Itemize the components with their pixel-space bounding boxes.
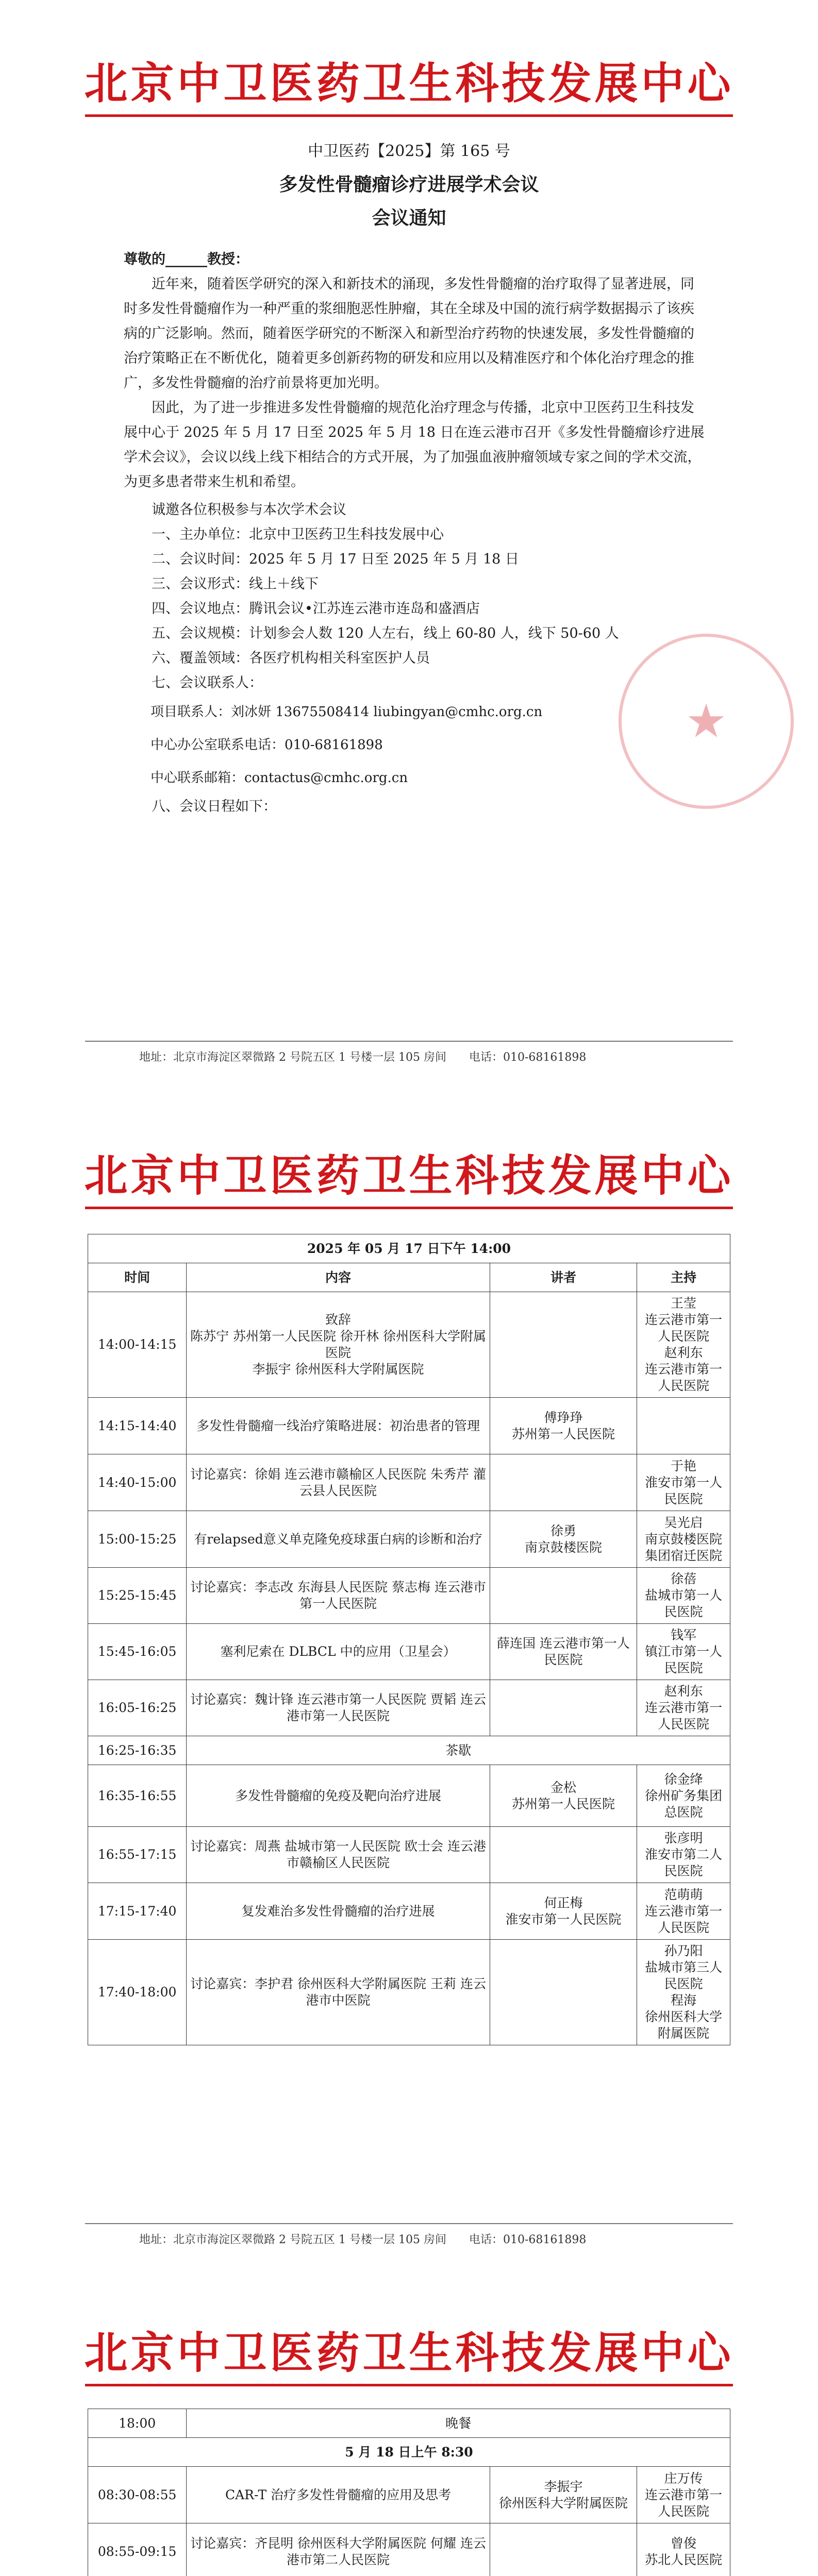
schedule-table-day1 [88, 1234, 730, 2045]
paragraph-2: 因此，为了进一步推进多发性骨髓瘤的规范化治疗理念与传播，北京中卫医药卫生科技发展中心于 2025 年 5 月 17 日至 2025 年 5 月 18 日在连云港市召开《多发性骨髓瘤诊疗进展学术会议》，会议以线上线下相结合的方式开展，为了加强血液肿瘤领域专家之间的学术交流，为更多患者带来生机和希望。 [124, 400, 705, 490]
table-row [88, 1624, 730, 1680]
table-row [88, 2409, 730, 2438]
column-header: 内容 [187, 1263, 490, 1292]
session-time: 08:55-09:15 [88, 2523, 187, 2576]
document-number: 中卫医药【2025】第 165 号 [308, 142, 510, 160]
table-row [88, 1827, 730, 1883]
session-speaker [490, 1827, 637, 1883]
session-time: 15:00-15:25 [88, 1511, 187, 1568]
official-seal-watermark [619, 634, 794, 809]
session-host: 于艳 淮安市第一人民医院 [637, 1454, 730, 1511]
session-host: 徐金绛 徐州矿务集团总医院 [637, 1765, 730, 1827]
session-time: 14:15-14:40 [88, 1398, 187, 1454]
item-contacts: 七、会议联系人： [152, 675, 263, 691]
session-speaker: 徐勇 南京鼓楼医院 [490, 1511, 637, 1568]
office-phone: 中心办公室联系电话：010-68161898 [151, 737, 383, 753]
column-header: 时间 [88, 1263, 187, 1292]
session-speaker: 李振宇 徐州医科大学附属医院 [490, 2467, 637, 2523]
session-host: 张彦明 淮安市第二人民医院 [637, 1827, 730, 1883]
paragraph-1: 近年来，随着医学研究的深入和新技术的涌现，多发性骨髓瘤的治疗取得了显著进展，同时多发性骨髓瘤作为一种严重的浆细胞恶性肿瘤，其在全球及中国的流行病学数据揭示了该疾病的广泛影响。然而，随着医学研究的不断深入和新型治疗药物的快速发展，多发性骨髓瘤的治疗策略正在不断优化，随着更多创新药物的研发和应用以及精准医疗和个体化治疗理念的推广，多发性骨髓瘤的治疗前景将更加光明。 [124, 276, 694, 391]
column-header: 讲者 [490, 1263, 637, 1292]
session-content: 讨论嘉宾：魏计锋 连云港市第一人民医院 贾韬 连云港市第一人民医院 [187, 1680, 490, 1736]
table-row [88, 1568, 730, 1624]
center-email: 中心联系邮箱：contactus@cmhc.org.cn [151, 770, 408, 786]
table-row [88, 2467, 730, 2523]
session-content: CAR-T 治疗多发性骨髓瘤的应用及思考 [187, 2467, 490, 2523]
session-host: 徐蓓 盐城市第一人民医院 [637, 1568, 730, 1624]
letterhead-rule [85, 114, 733, 117]
dinner-label: 晚餐 [187, 2409, 730, 2438]
table-row [88, 1398, 730, 1454]
session-content: 多发性骨髓瘤一线治疗策略进展：初治患者的管理 [187, 1398, 490, 1454]
table-row [88, 2438, 730, 2467]
table-row [88, 2523, 730, 2576]
session-speaker: 金松 苏州第一人民医院 [490, 1765, 637, 1827]
session-speaker: 薛连国 连云港市第一人民医院 [490, 1624, 637, 1680]
item-organizer: 一、主办单位：北京中卫医药卫生科技发展中心 [152, 527, 444, 543]
session-speaker: 傅琤琤 苏州第一人民医院 [490, 1398, 637, 1454]
invite-line: 诚邀各位积极参与本次学术会议 [152, 502, 346, 518]
date-banner: 2025 年 05 月 17 日下午 14:00 [88, 1234, 730, 1263]
table-row [88, 1940, 730, 2045]
item-coverage: 六、覆盖领域：各医疗机构相关科室医护人员 [152, 650, 430, 666]
session-host: 赵利东 连云港市第一人民医院 [637, 1680, 730, 1736]
notice-body [124, 247, 706, 819]
item-location: 四、会议地点：腾讯会议•江苏连云港市连岛和盛酒店 [152, 601, 480, 617]
break-label: 茶歇 [187, 1736, 730, 1765]
session-time: 16:05-16:25 [88, 1680, 187, 1736]
session-time: 15:45-16:05 [88, 1624, 187, 1680]
session-content: 复发难治多发性骨髓瘤的治疗进展 [187, 1883, 490, 1940]
footer-rule [85, 1041, 733, 1042]
session-content: 讨论嘉宾：齐昆明 徐州医科大学附属医院 何耀 连云港市第二人民医院 [187, 2523, 490, 2576]
page-1 [0, 0, 818, 1087]
table-row [88, 1511, 730, 1568]
session-host: 王莹 连云港市第一人民医院 赵利东 连云港市第一人民医院 [637, 1292, 730, 1398]
column-header: 主持 [637, 1263, 730, 1292]
session-content: 讨论嘉宾：徐娟 连云港市赣榆区人民医院 朱秀芹 灌云县人民医院 [187, 1454, 490, 1511]
project-contact: 项目联系人：刘冰妍 13675508414 liubingyan@cmhc.org.cn [151, 704, 543, 720]
table-row [88, 1883, 730, 1940]
letterhead-rule [85, 2384, 733, 2386]
item-agenda: 八、会议日程如下： [152, 799, 277, 815]
session-host: 范萌萌 连云港市第一人民医院 [637, 1883, 730, 1940]
letterhead-title: 北京中卫医药卫生科技发展中心 [84, 2327, 734, 2378]
table-row [88, 1680, 730, 1736]
session-content: 讨论嘉宾：李志改 东海县人民医院 蔡志梅 连云港市第一人民医院 [187, 1568, 490, 1624]
session-time: 15:25-15:45 [88, 1568, 187, 1624]
session-time: 17:15-17:40 [88, 1883, 187, 1940]
table-row [88, 1292, 730, 1398]
letterhead-title: 北京中卫医药卫生科技发展中心 [84, 1150, 734, 1201]
footer-rule [85, 2223, 733, 2224]
meeting-title: 多发性骨髓瘤诊疗进展学术会议 [279, 174, 539, 195]
session-speaker [490, 1940, 637, 2045]
footer-address: 地址：北京市海淀区翠微路 2 号院五区 1 号楼一层 105 房间 电话：010-68161898 [139, 2233, 587, 2246]
session-host: 钱军 镇江市第一人民医院 [637, 1624, 730, 1680]
session-speaker [490, 1454, 637, 1511]
session-content: 讨论嘉宾：李护君 徐州医科大学附属医院 王莉 连云港市中医院 [187, 1940, 490, 2045]
letterhead-rule [85, 1207, 733, 1209]
session-content: 有relapsed意义单克隆免疫球蛋白病的诊断和治疗 [187, 1511, 490, 1568]
session-host: 庄万传 连云港市第一人民医院 [637, 2467, 730, 2523]
salutation: 尊敬的______教授： [124, 251, 249, 267]
session-host: 吴光启 南京鼓楼医院集团宿迁医院 [637, 1511, 730, 1568]
table-row [88, 1765, 730, 1827]
item-format: 三、会议形式：线上＋线下 [152, 576, 319, 592]
session-speaker [490, 1680, 637, 1736]
session-time: 16:25-16:35 [88, 1736, 187, 1765]
letterhead-title: 北京中卫医药卫生科技发展中心 [84, 58, 734, 109]
session-time: 18:00 [88, 2409, 187, 2438]
session-content: 多发性骨髓瘤的免疫及靶向治疗进展 [187, 1765, 490, 1827]
session-speaker: 何正梅 淮安市第一人民医院 [490, 1883, 637, 1940]
session-content: 塞利尼索在 DLBCL 中的应用（卫星会） [187, 1624, 490, 1680]
session-time: 16:55-17:15 [88, 1827, 187, 1883]
date-banner: 5 月 18 日上午 8:30 [88, 2438, 730, 2467]
page-3 [0, 2318, 818, 2576]
session-time: 17:40-18:00 [88, 1940, 187, 2045]
table-row [88, 1263, 730, 1292]
session-content: 致辞 陈苏宁 苏州第一人民医院 徐开林 徐州医科大学附属医院 李振宇 徐州医科大学附属医院 [187, 1292, 490, 1398]
session-host: 孙乃阳 盐城市第三人民医院 程海 徐州医科大学附属医院 [637, 1940, 730, 2045]
item-scale: 五、会议规模：计划参会人数 120 人左右，线上 60-80 人，线下 50-60 人 [152, 625, 619, 641]
session-content: 讨论嘉宾：周燕 盐城市第一人民医院 欧士会 连云港市赣榆区人民医院 [187, 1827, 490, 1883]
page-2 [0, 1141, 818, 2297]
table-row [88, 1234, 730, 1263]
footer-address: 地址：北京市海淀区翠微路 2 号院五区 1 号楼一层 105 房间 电话：010-68161898 [139, 1051, 587, 1064]
session-time: 14:40-15:00 [88, 1454, 187, 1511]
item-time: 二、会议时间：2025 年 5 月 17 日至 2025 年 5 月 18 日 [152, 551, 519, 567]
table-row [88, 1736, 730, 1765]
notice-subtitle: 会议通知 [372, 207, 446, 229]
session-speaker [490, 2523, 637, 2576]
session-speaker [490, 1568, 637, 1624]
session-time: 14:00-14:15 [88, 1292, 187, 1398]
table-row [88, 1454, 730, 1511]
session-time: 08:30-08:55 [88, 2467, 187, 2523]
session-speaker [490, 1292, 637, 1398]
session-host: 曾俊 苏北人民医院 [637, 2523, 730, 2576]
schedule-table-day2 [88, 2409, 730, 2576]
session-time: 16:35-16:55 [88, 1765, 187, 1827]
session-host [637, 1398, 730, 1454]
